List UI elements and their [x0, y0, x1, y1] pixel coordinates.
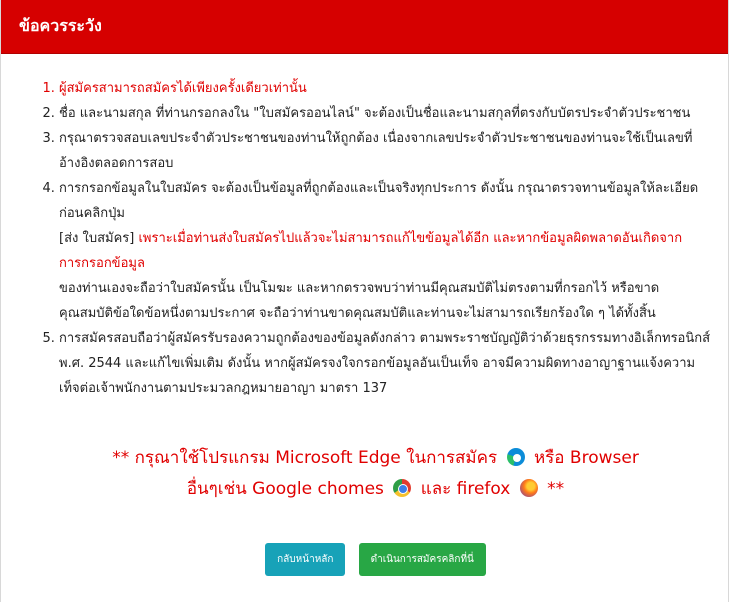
browser-notice-line-1 [39, 443, 712, 474]
notice-text-2c: ** [547, 479, 565, 499]
panel-body [1, 54, 728, 576]
browser-notice-line-2 [39, 474, 712, 505]
google-chrome-icon [393, 479, 411, 497]
term-4-text: การกรอกข้อมูลในใบสมัคร จะต้องเป็นข้อมูลที่ถูกต้องและเป็นจริงทุกประการ ดังนั้น กรุณาตรวจทานข้อมูลให้ละเอียดก่อนคลิกปุ่ม [59, 181, 699, 221]
notice-text-1a: ** กรุณาใช้โปรแกรม Microsoft Edge ในการสมัคร [112, 448, 498, 468]
term-5-text: การสมัครสอบถือว่าผู้สมัครรับรองความถูกต้องของข้อมูลดังกล่าว ตามพระราชบัญญัติว่าด้วยธุรกรรมทางอิเล็กทรอนิกส์ พ.ศ. 2544 และแก้ไขเพิ่มเติม ดังนั้น หากผู้สมัครจงใจกรอกข้อมูลอันเป็นเท็จ อาจมีความผิดทางอาญาฐานแจ้งความเท็จต่อเจ้าพนักงานตามประมวลกฎหมายอาญา มาตรา 137 [59, 331, 711, 396]
term-item-5 [59, 326, 712, 401]
firefox-icon [520, 479, 538, 497]
term-1-text: ผู้สมัครสามารถสมัครได้เพียงครั้งเดียวเท่านั้น [59, 81, 307, 96]
term-4-warning: เพราะเมื่อท่านส่งใบสมัครไปแล้วจะไม่สามารถแก้ไขข้อมูลได้อีก และหากข้อมูลผิดพลาดอันเกิดจากการกรอกข้อมูล [59, 231, 683, 271]
term-3-text: กรุณาตรวจสอบเลขประจำตัวประชาชนของท่านให้ถูกต้อง เนื่องจากเลขประจำตัวประชาชนของท่านจะใช้เป็นเลขที่อ้างอิงตลอดการสอบ [59, 131, 693, 171]
term-2-text: ชื่อ และนามสกุล ที่ท่านกรอกลงใน "ใบสมัครออนไลน์" จะต้องเป็นชื่อและนามสกุลที่ตรงกับบัตรประจำตัวประชาชน [59, 106, 691, 121]
notice-text-2a: อื่นๆเช่น Google chomes [186, 479, 384, 499]
panel-header [1, 0, 728, 54]
term-item-4 [59, 176, 712, 326]
term-item-2 [59, 101, 712, 126]
proceed-to-apply-button[interactable]: ดำเนินการสมัครคลิกที่นี่ [359, 543, 486, 576]
terms-list [39, 76, 712, 401]
notice-text-1b: หรือ Browser [533, 448, 639, 468]
action-buttons [39, 543, 712, 576]
notice-text-2b: และ firefox [420, 479, 511, 499]
term-4-consequence: ของท่านเองจะถือว่าใบสมัครนั้น เป็นโมฆะ และหากตรวจพบว่าท่านมีคุณสมบัติไม่ตรงตามที่กรอกไว้ หรือขาดคุณสมบัติข้อใดข้อหนึ่งตามประกาศ จะถือว่าท่านขาดคุณสมบัติและท่านจะไม่สามารถเรียกร้องใด ๆ ได้ทั้งสิ้น [59, 281, 660, 321]
term-4-submit-label: [ส่ง ใบสมัคร] [59, 231, 135, 246]
back-to-home-button[interactable]: กลับหน้าหลัก [265, 543, 345, 576]
term-item-3 [59, 126, 712, 176]
microsoft-edge-icon [507, 448, 525, 466]
term-item-1 [59, 76, 712, 101]
panel-title: ข้อควรระวัง [19, 16, 102, 35]
browser-notice [39, 443, 712, 505]
